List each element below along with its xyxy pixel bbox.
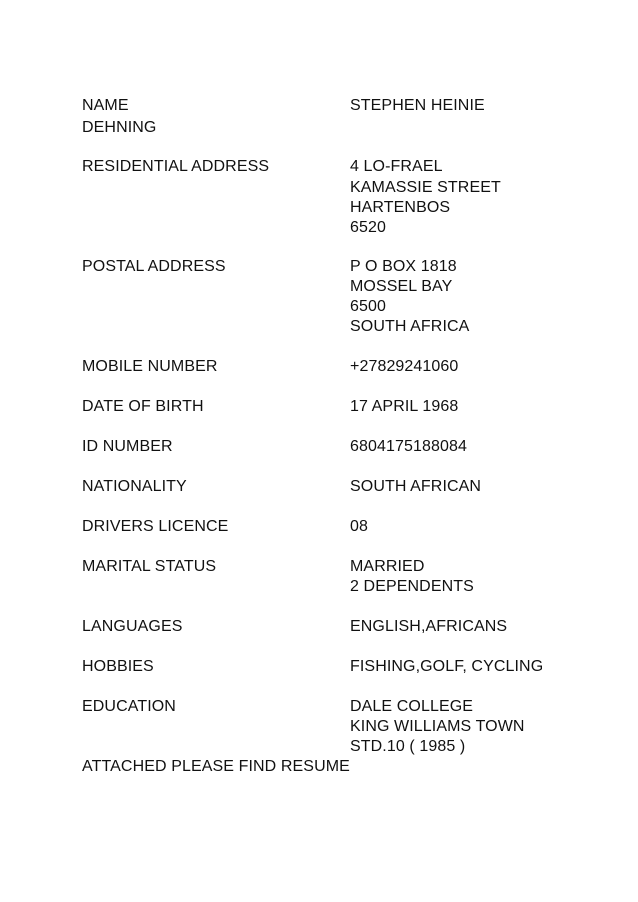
footer-note: ATTACHED PLEASE FIND RESUME [82,758,350,775]
postal-address-line: SOUTH AFRICA [350,318,470,335]
name-label: NAME [82,97,129,114]
residential-address-line: HARTENBOS [350,199,451,216]
languages-label: LANGUAGES [82,618,183,635]
mobile-number-label: MOBILE NUMBER [82,358,218,375]
marital-status-label: MARITAL STATUS [82,558,217,575]
education-label: EDUCATION [82,698,176,715]
postal-address-label: POSTAL ADDRESS [82,258,226,275]
marital-status-line: 2 DEPENDENTS [350,578,474,595]
date-of-birth-value: 17 APRIL 1968 [350,398,459,415]
name-value: STEPHEN HEINIE [350,97,485,114]
date-of-birth-label: DATE OF BIRTH [82,398,204,415]
residential-address-label: RESIDENTIAL ADDRESS [82,158,270,175]
hobbies-label: HOBBIES [82,658,154,675]
postal-address-line: 6500 [350,298,386,315]
drivers-licence-label: DRIVERS LICENCE [82,518,229,535]
postal-address-line: P O BOX 1818 [350,258,457,275]
marital-status-line: MARRIED [350,558,425,575]
residential-address-line: 6520 [350,219,386,236]
nationality-value: SOUTH AFRICAN [350,478,482,495]
education-line: STD.10 ( 1985 ) [350,738,466,755]
id-number-value: 6804175188084 [350,438,467,455]
hobbies-value: FISHING,GOLF, CYCLING [350,658,544,675]
languages-value: ENGLISH,AFRICANS [350,618,508,635]
postal-address-line: MOSSEL BAY [350,278,453,295]
mobile-number-value: +27829241060 [350,358,459,375]
id-number-label: ID NUMBER [82,438,173,455]
nationality-label: NATIONALITY [82,478,187,495]
drivers-licence-value: 08 [350,518,368,535]
education-line: DALE COLLEGE [350,698,474,715]
education-line: KING WILLIAMS TOWN [350,718,525,735]
name-continuation: DEHNING [82,119,157,136]
residential-address-line: KAMASSIE STREET [350,179,501,196]
residential-address-line: 4 LO-FRAEL [350,158,443,175]
